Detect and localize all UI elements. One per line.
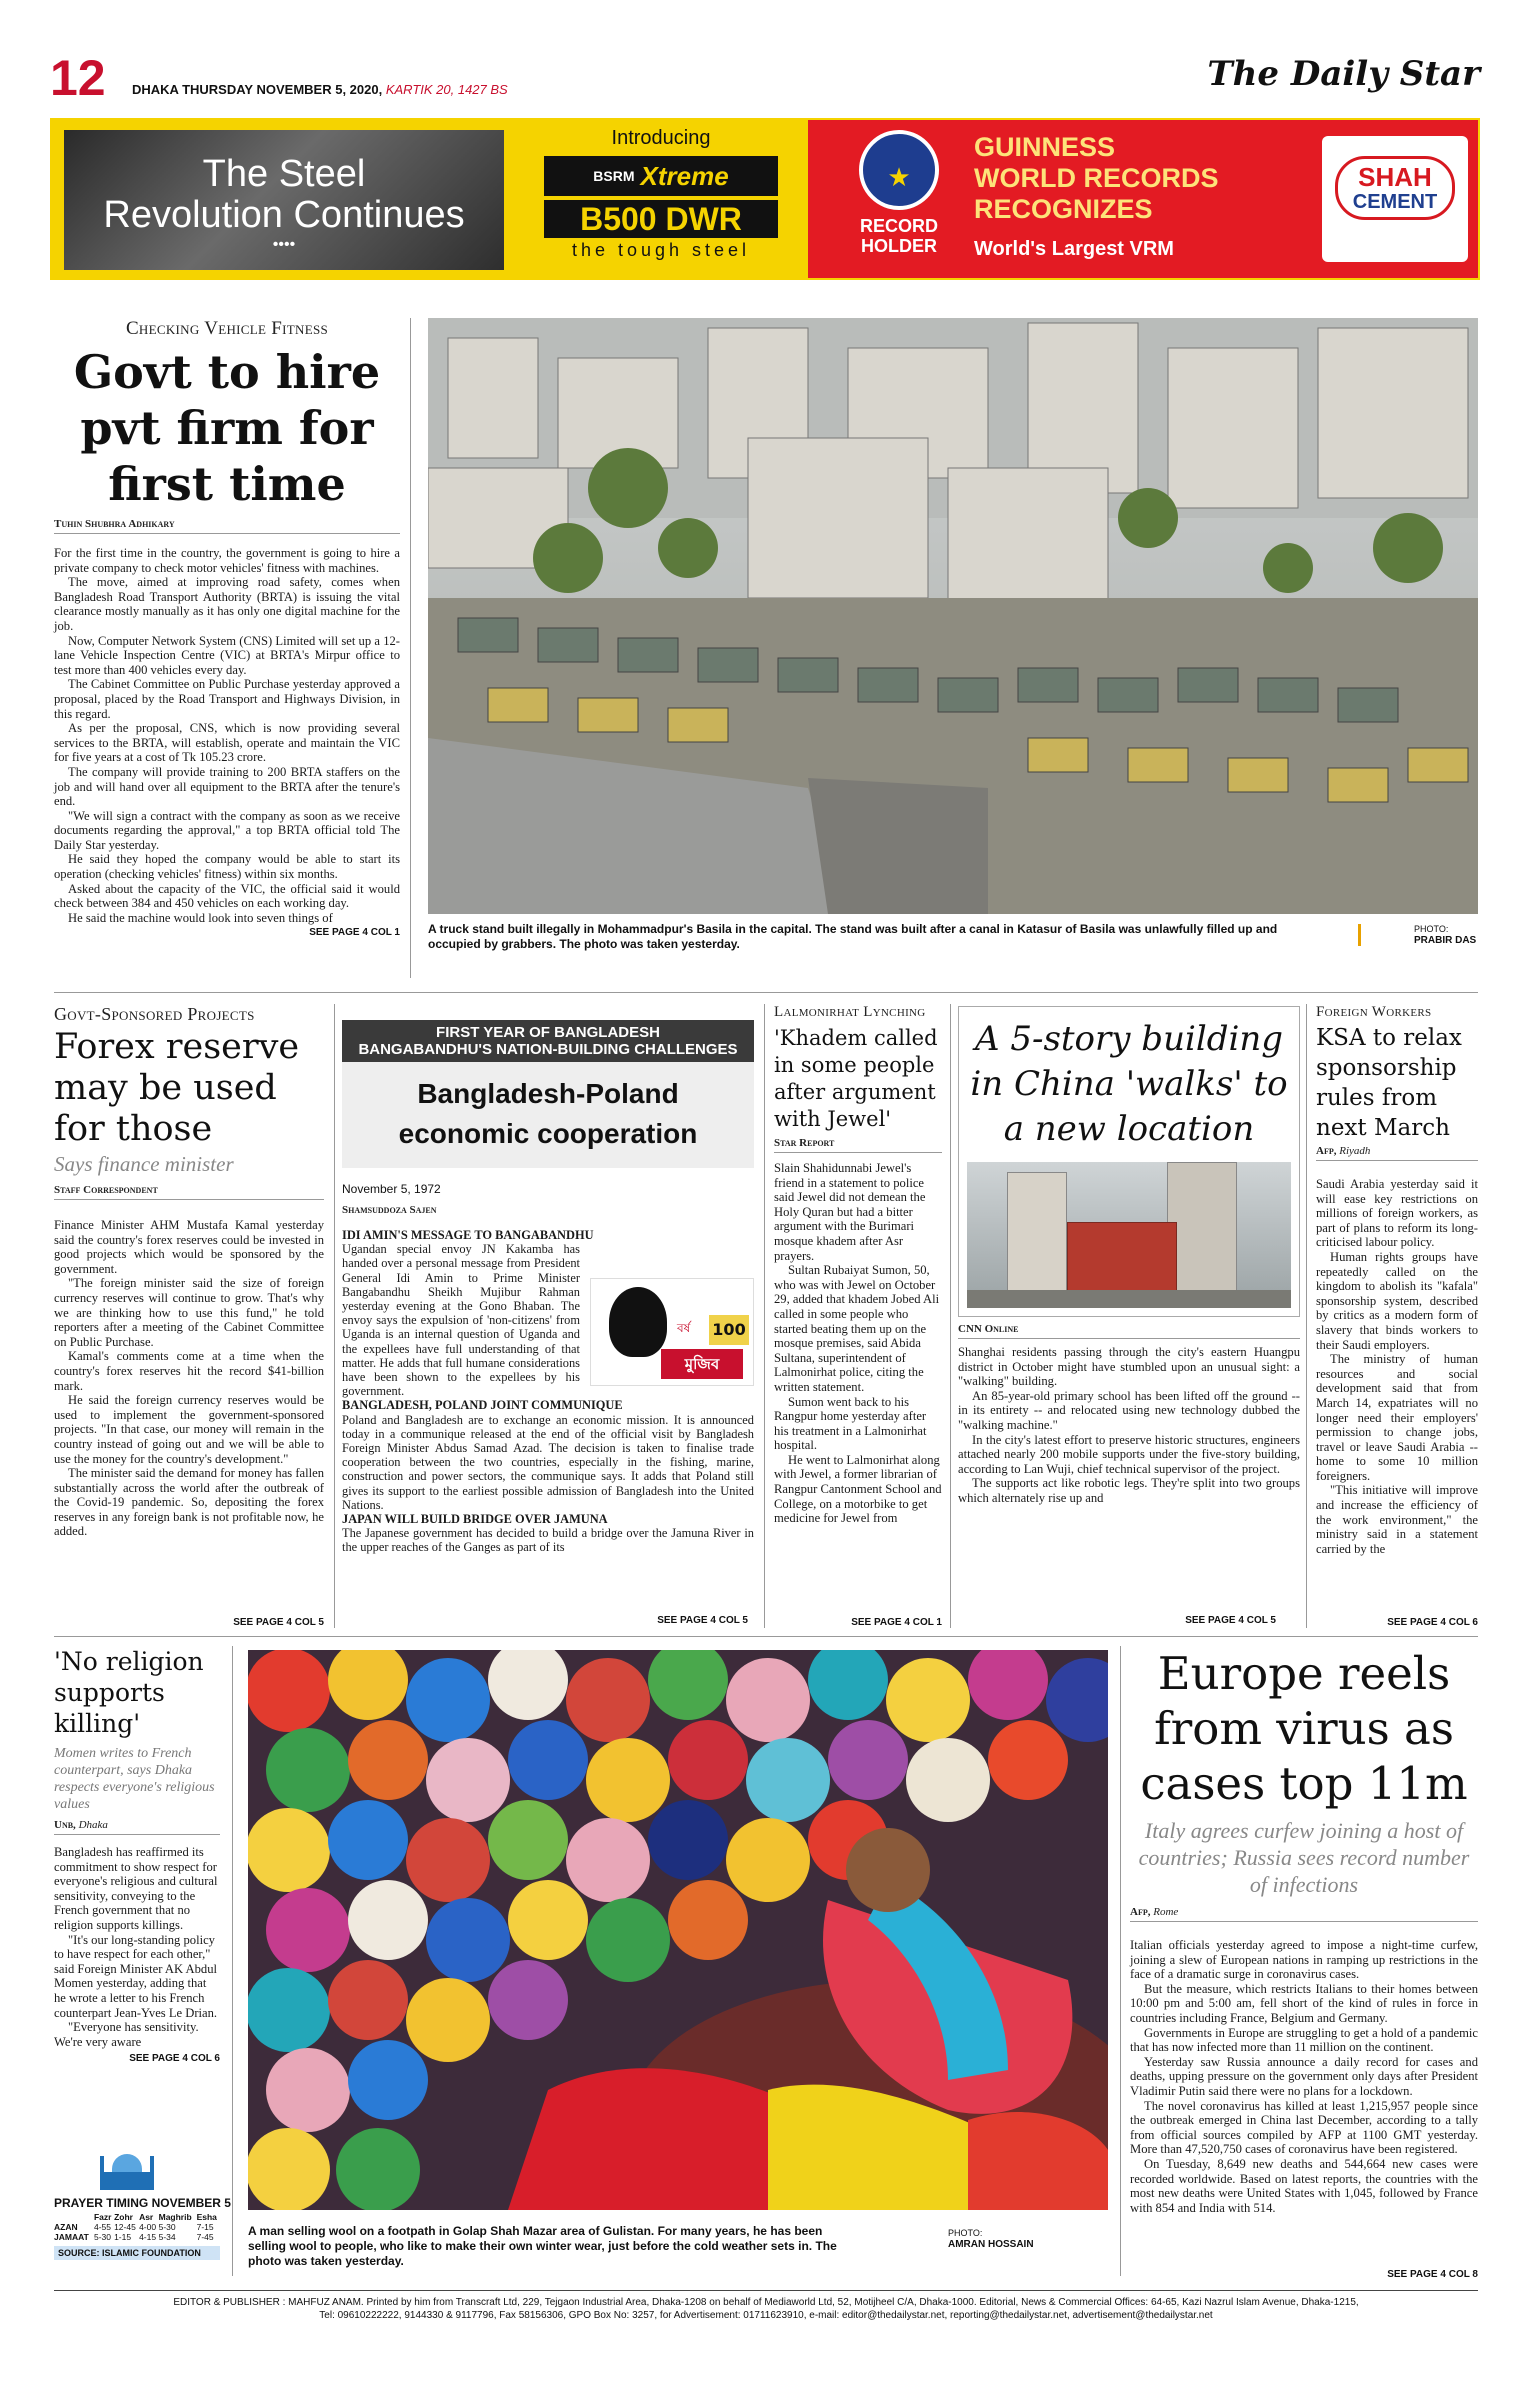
walking-building-photo <box>967 1162 1291 1308</box>
wool-seller-photo-image <box>248 1650 1108 2210</box>
prayer-table: Fazr Zohr Asr Maghrib Esha AZAN 4-55 12-45 4-00 5-30 7-15 JAMAAT 5-30 1-15 4-15 5-34 7-45 <box>54 2212 220 2242</box>
guinness-ad: ★ RECORD HOLDER GUINNESS WORLD RECORDS RECOGNIZES World's Largest VRM SHAH CEMENT <box>808 120 1478 278</box>
mujib-borsho-logo: মুজিব 100 বর্ষ <box>590 1278 754 1386</box>
shah-cement-logo: SHAH CEMENT <box>1322 136 1468 262</box>
headline[interactable]: Forex reserve may be used for those <box>54 1027 300 1149</box>
masthead <box>50 52 1480 108</box>
imprint-footer: EDITOR & PUBLISHER : MAHFUZ ANAM. Printed by him from Transcraft Ltd, 229, Tejgaon Industrial Area, Dhaka-1208 on behalf of Mediaworld Ltd, 52, Motijheel C/A, Dhaka-1000. Editorial, News & Commercial Offices: 64-65, Kazi Nazrul Islam Avenue, Dhaka-1215, Tel: 09610222222, 9144330 & 9117796, Fax 58156306, GPO Box No: 3257, for Advertisement: 01711623910, e-mail: editor@thedailystar.net, reporting@thedailystar.net, advertisement@thedailystar.net <box>173 2297 1359 2321</box>
series-banner: FIRST YEAR OF BANGLADESH BANGABANDHU'S NATION-BUILDING CHALLENGES <box>342 1020 754 1062</box>
photo-wool-seller <box>248 1650 1108 2210</box>
logo: The Daily Star <box>1207 54 1480 94</box>
byline: Tuhin Shubhra Adhikary <box>54 518 400 534</box>
story-europe-virus: Europe reels from virus as cases top 11m Italy agrees curfew joining a host of countries; Russia sees record number of infections Afp, Rome Italian officials yesterday agreed to impose a night-time curfew, joining a slew of European nations in ramping up restrictions in the face of a dramatic surge in coronavirus cases. But the measure, which restricts Italians to their homes between 10:00 pm and 5:00 am, fell short of the kind of rules in force in countries including France, Belgium and Germany. Governments in Europe are struggling to get a hold of a pandemic that has now infected more than 11 million on the continent. Yesterday saw Russia announce a daily record for cases and deaths, upping pressure on the government only days after President Vladimir Putin said there were no plans for a lockdown. The novel coronavirus has killed at least 1,215,957 people since the outbreak emerged in China last December, according to a tally from official sources compiled by AFP at 1100 GMT yesterday. More than 47,520,750 cases of coronavirus have been registered. On Tuesday, 8,649 new deaths and 544,664 new cases were recorded worldwide. Based on latest reports, the countries with the most new deaths were United States with 1,045, followed by France with 854 and India with 514. SEE PAGE 4 COL 8 <box>1130 1647 1478 2280</box>
story-no-religion: 'No religion supports killing' Momen writes to French counterpart, says Dhaka respects everyone's religious values Unb, Dhaka Bangladesh has reaffirmed its commitment to show respect for everyone's religious and cultural sensitivity, conveying to the French government that no religion supports killings. "It's our long-standing policy to have respect for each other," said Foreign Minister AK Abdul Momen yesterday, adding that he wrote a letter to his French counterpart Jean-Yves Le Drian. "Everyone has sensitivity. We're very aware SEE PAGE 4 COL 6 <box>54 1647 220 2065</box>
table-row: JAMAAT 5-30 1-15 4-15 5-34 7-45 <box>54 2232 214 2242</box>
ad-banner[interactable] <box>50 118 1480 280</box>
headline[interactable]: A 5-story building in China 'walks' to a new location <box>970 1019 1288 1149</box>
mosque-icon <box>100 2150 154 2192</box>
headline[interactable]: Govt to hire pvt firm for first time <box>73 345 381 511</box>
b500-label: B500 DWR <box>544 200 778 238</box>
photo-wool-caption: A man selling wool on a footpath in Golap Shah Mazar area of Gulistan. For many years, he has been selling wool to people, who like to make their own winter wear, just before the cold weather sets in. The photo was taken yesterday. PHOTO: AMRAN HOSSAIN <box>248 2224 1034 2268</box>
dateline: DHAKA THURSDAY NOVEMBER 5, 2020, KARTIK 20, 1427 BS <box>132 82 508 97</box>
headline[interactable]: Bangladesh-Poland economic cooperation <box>342 1062 754 1168</box>
subhead: Says finance minister <box>54 1152 234 1176</box>
prayer-timing-box: PRAYER TIMING NOVEMBER 5 Fazr Zohr Asr Maghrib Esha AZAN 4-55 12-45 4-00 5-30 7-15 JAMAAT 5-30 1-15 4-15 5-34 7-45 SOURCE: ISLAMIC FOUNDATION <box>54 2150 220 2270</box>
kicker: Checking Vehicle Fitness <box>125 318 329 339</box>
photo-truck-stand <box>428 318 1478 914</box>
story-body: For the first time in the country, the government is going to hire a private company to check motor vehicles' fitness with machines. The move, aimed at improving road safety, comes when Bangladesh Road Transport Authority (BRTA) is issuing the vital clearance mostly manually as it has only one digital machine for the job. Now, Computer Network System (CNS) Limited will set up a 12-lane Vehicle Inspection Centre (VIC) at BRTA's Mirpur office to test more than 400 vehicles every day. The Cabinet Committee on Public Purchase yesterday approved a proposal, placed by the Road Transport and Highways Division, in this regard. As per the proposal, CNS, which is now providing several services to the BRTA, will establish, operate and maintain the VIC for five years at a cost of Tk 105.23 crore. The company will provide training to 200 BRTA staffers on the job and will hand over all equipment to the BRTA after the tenure's end. "We will sign a contract with the company as soon as we receive documents regarding the approval," a top BRTA official told The Daily Star yesterday. He said they hoped the company would be able to start its operation (checking vehicles' fitness) within six months. Asked about the capacity of the VIC, the official said it would check between 384 and 450 vehicles on each working day. He said the machine would look into seven things of <box>54 546 400 925</box>
table-row: AZAN 4-55 12-45 4-00 5-30 7-15 <box>54 2222 214 2232</box>
record-holder-badge: ★ RECORD HOLDER <box>844 130 954 268</box>
truck-stand-photo-image <box>428 318 1478 914</box>
xtreme-logo: BSRM Xtreme <box>544 156 778 196</box>
bangabandhu-portrait-icon <box>609 1287 667 1357</box>
column-rule <box>410 318 411 978</box>
subhead: Momen writes to French counterpart, says Dhaka respects everyone's religious values <box>54 1746 215 1812</box>
story-bangladesh-poland: FIRST YEAR OF BANGLADESH BANGABANDHU'S NATION-BUILDING CHALLENGES Bangladesh-Poland economic cooperation November 5, 1972 Shamsuddoza Sajen IDI AMIN'S MESSAGE TO BANGABANDHU মুজিব 100 বর্ষ Ugandan special envoy JN Kakamba has handed over a personal message from President General Idi Amin to Prime Minister Bangabandhu Sheikh Mujibur Rahman yesterday evening at the Gono Bhaban. The envoy says the expulsion of 'non-citizens' from Uganda is an internal question of Uganda and the expellees have full understanding of that matter. He adds that full humane considerations have been shown to the expellees by his government. BANGLADESH, POLAND JOINT COMMUNIQUE Poland and Bangladesh are to exchange an economic mission. It is announced today in a communique released at the end of the official visit by Bangladesh Foreign Minister Abdus Samad Azad. The decision is taken to finalise trade cooperation between the two countries, especially in the fishing, marine, construction and power sectors, the communique says. It adds that Poland still gives its support to the earliest possible admission of Bangladesh into the United Nations. JAPAN WILL BUILD BRIDGE OVER JAMUNA The Japanese government has decided to build a bridge over the Jamuna River in the upper reaches of the Ganges as part of its SEE PAGE 4 COL 5 <box>342 1020 754 1626</box>
photo-truck-stand-caption: A truck stand built illegally in Mohammadpur's Basila in the capital. The stand was built after a canal in Katasur of Basila was unlawfully filled up and occupied by grabbers. The photo was taken yesterday. PHOTO: PRABIR DAS <box>428 922 1477 951</box>
headline[interactable]: KSA to relax sponsorship rules from next March <box>1316 1025 1462 1141</box>
bsrm-xtreme-ad: Introducing BSRM Xtreme B500 DWR the tough steel <box>522 124 800 276</box>
headline[interactable]: 'No religion supports killing' <box>54 1647 204 1738</box>
section-rule <box>54 992 1478 993</box>
continue-link[interactable]: SEE PAGE 4 COL 1 <box>309 927 400 939</box>
story-ksa-sponsorship: Foreign Workers KSA to relax sponsorship rules from next March Afp, Riyadh Saudi Arabia yesterday said it will ease key restrictions on millions of foreign workers, as part of plans to reform its long-criticised labour policy. Human rights groups have repeatedly called on the kingdom to abolish its "kafala" sponsorship system, described by critics as a modern form of slavery that binds workers to their Saudi employers. The ministry of human resources and social development said that from March 14, expatriates will no longer need their employers' permission to change jobs, travel or leave Saudi Arabia -- home to some 10 million foreigners. "This initiative will improve and increase the efficiency of the work environment," the ministry said in a statement carried by the SEE PAGE 4 COL 6 <box>1316 1004 1478 1628</box>
subhead: Italy agrees curfew joining a host of countries; Russia sees record number of infections <box>1138 1818 1470 1897</box>
headline[interactable]: 'Khadem called in some people after argument with Jewel' <box>774 1026 938 1131</box>
story-forex-reserve: Govt-Sponsored Projects Forex reserve may be used for those Says finance minister Staff Correspondent Finance Minister AHM Mustafa Kamal yesterday said the country's forex reserves could be invested in good projects which would be sponsored by the government. "The foreign minister said the size of foreign currency reserves will continue to grow. That's why we are thinking how to use this fund," he told reporters after a meeting of the Cabinet Committee on Public Purchase. Kamal's comments come at a time when the country's forex reserves hit the record $41-billion mark. He said the foreign currency reserves would be used to implement the government-sponsored projects. "In that case, our money will remain in the country instead of going out and we will be able to use the money for the country's development." The minister said the demand for money has fallen substantially across the world after the outbreak of the Covid-19 pandemic. So, depositing the forex reserves in any foreign bank is not profitable now, he added. SEE PAGE 4 COL 5 <box>54 1004 324 1628</box>
headline[interactable]: Europe reels from virus as cases top 11m <box>1140 1647 1468 1810</box>
story-khadem-jewel: Lalmonirhat Lynching 'Khadem called in some people after argument with Jewel' Star Report Slain Shahidunnabi Jewel's friend in a statement to police said Jewel did not demean the Holy Quran but had a bitter argument with the Burimari mosque khadem after Asr prayers. Sultan Rubaiyat Sumon, 50, who was with Jewel on October 29, added that khadem Jobed Ali called in some people who started beating them up on the mosque premises, said Abida Sultana, superintendent of Lalmonirhat police, citing the written statement. Sumon went back to his Rangpur home yesterday after his treatment in a Lalmonirhat hospital. He went to Lalmonirhat along with Jewel, a former librarian of Rangpur Cantonment School and College, on a motorbike to get medicine for Jewel from SEE PAGE 4 COL 1 <box>774 1004 942 1628</box>
story-vehicle-fitness <box>54 318 400 978</box>
steel-revolution-ad: The Steel Revolution Continues •••• <box>64 130 504 270</box>
page-number: 12 <box>50 50 106 106</box>
story-china-building: A 5-story building in China 'walks' to a new location CNN Online Shanghai residents passing through the city's eastern Huangpu district in October might have stumbled upon an unusual sight: a "walking" building. An 85-year-old primary school has been lifted off the ground -- in its entirety -- and relocated using new technology dubbed the "walking machine." In the city's latest effort to preserve historic structures, engineers attached nearly 200 mobile supports under the five-story building, according to Lan Wuji, chief technical supervisor of the project. The supports act like robotic legs. They're split into two groups which alternately rise up and SEE PAGE 4 COL 5 <box>958 1006 1300 1626</box>
guinness-globe-icon: ★ <box>859 130 939 210</box>
